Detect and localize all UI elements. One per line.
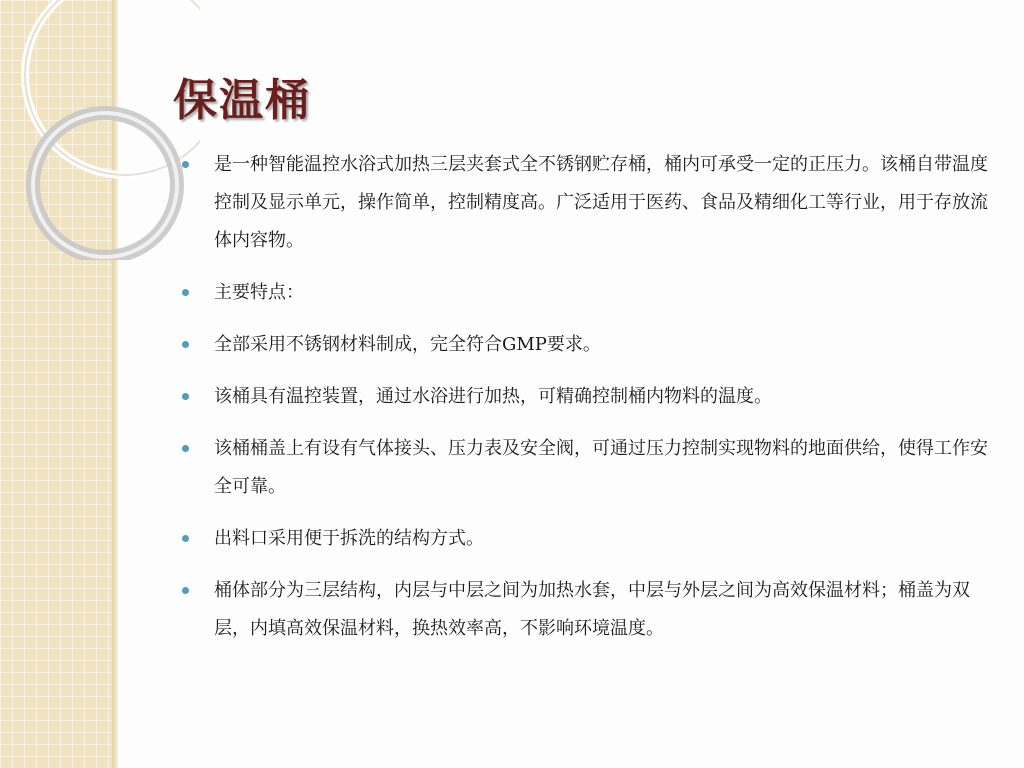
bullet-list	[182, 146, 990, 662]
bullet-text: 是一种智能温控水浴式加热三层夹套式全不锈钢贮存桶，桶内可承受一定的正压力。该桶自带温度控制及显示单元，操作简单，控制精度高。广泛适用于医药、食品及精细化工等行业，用于存放流体内容物。	[214, 154, 988, 251]
bullet-item	[182, 520, 990, 558]
bullet-text: 全部采用不锈钢材料制成，完全符合GMP要求。	[214, 334, 601, 355]
bullet-dot-icon	[182, 161, 189, 168]
bullet-item	[182, 572, 990, 648]
bullet-text: 该桶具有温控装置，通过水浴进行加热，可精确控制桶内物料的温度。	[214, 386, 772, 407]
bullet-text: 主要特点：	[214, 282, 304, 303]
bullet-dot-icon	[182, 445, 189, 452]
decorative-side-panel	[0, 0, 112, 768]
bullet-dot-icon	[182, 393, 189, 400]
bullet-item	[182, 378, 990, 416]
bullet-dot-icon	[182, 535, 189, 542]
slide-title: 保温桶	[173, 75, 311, 126]
bullet-dot-icon	[182, 587, 189, 594]
bullet-dot-icon	[182, 341, 189, 348]
bullet-item	[182, 146, 990, 260]
side-panel-edge	[112, 0, 118, 768]
bullet-dot-icon	[182, 289, 189, 296]
bullet-text: 出料口采用便于拆洗的结构方式。	[214, 528, 484, 549]
bullet-text: 该桶桶盖上有设有气体接头、压力表及安全阀，可通过压力控制实现物料的地面供给，使得工作安全可靠。	[214, 438, 988, 497]
bullet-text: 桶体部分为三层结构，内层与中层之间为加热水套，中层与外层之间为高效保温材料；桶盖为双层，内填高效保温材料，换热效率高，不影响环境温度。	[214, 580, 970, 639]
bullet-item	[182, 274, 990, 312]
bullet-item	[182, 430, 990, 506]
bullet-item	[182, 326, 990, 364]
